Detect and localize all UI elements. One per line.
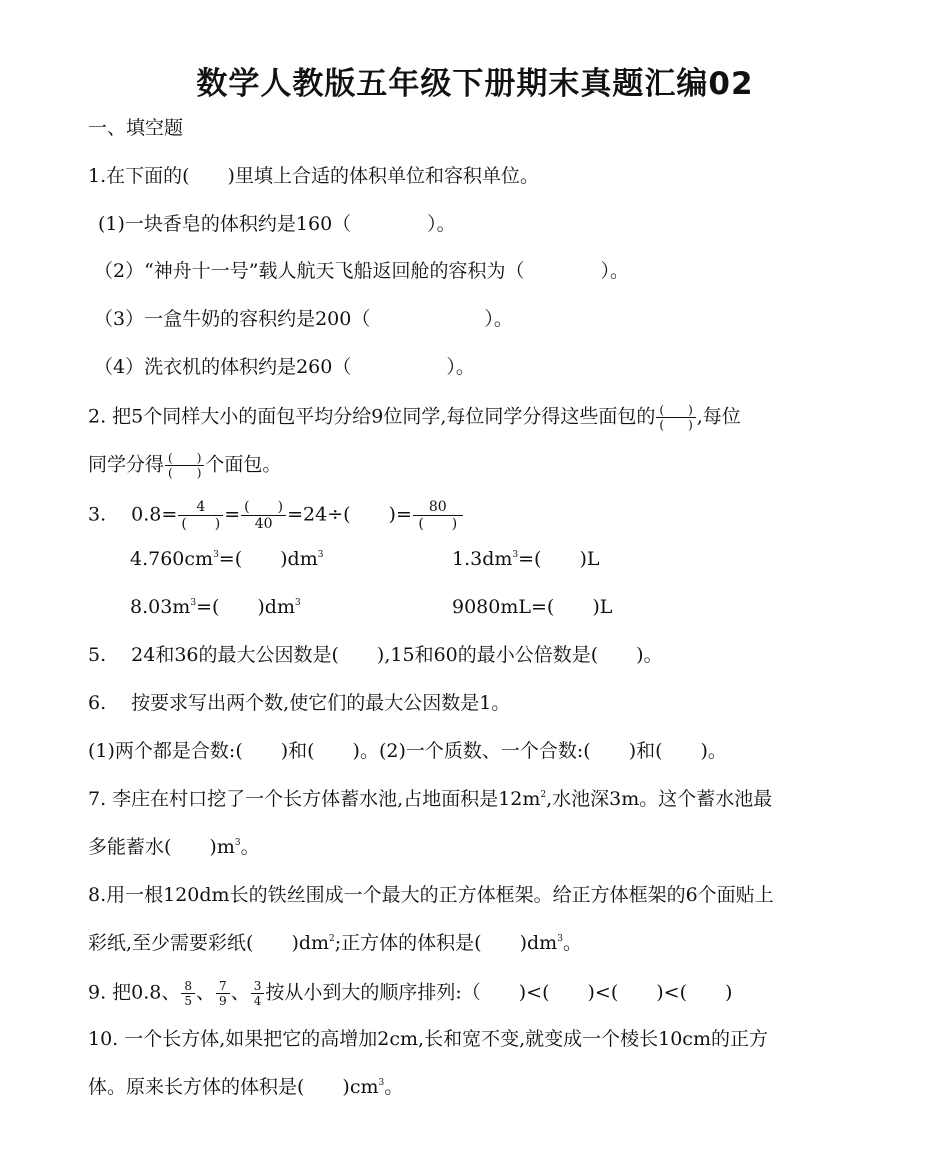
question-9-lead: 9. 把0.8、 [88,981,181,1004]
question-7-text-c: 多能蓄水( )m [88,836,235,858]
question-4-item-3-mid: =( )dm [196,596,295,618]
question-8-text-a: 彩纸,至少需要彩纸( )dm [88,932,330,954]
question-2-text: 2. 把5个同样大小的面包平均分给9位同学,每位同学分得这些面包的 [88,405,656,428]
question-2-line-2 [88,451,281,480]
superscript: 3 [295,598,301,608]
question-3 [88,499,464,532]
fraction-numerator: 7 [216,979,230,994]
question-4-item-2-mid: =( )L [518,548,600,570]
fraction-numerator: ( ) [165,451,204,466]
superscript: 3 [213,550,219,560]
fraction-numerator: ( ) [241,499,286,516]
question-7-line-2 [88,835,260,859]
fraction-numerator: 8 [181,979,195,994]
question-1-part-1: (1)一块香皂的体积约是160（ ）。 [98,213,456,235]
superscript: 3 [512,550,519,560]
fraction-denominator: 5 [184,994,193,1008]
question-3-equals: = [224,503,241,526]
question-10-text-b: 。 [384,1076,404,1098]
question-3-fraction-3 [413,499,463,532]
superscript: 2 [540,790,547,800]
question-4-item-1-pre: 4.760cm [130,548,214,570]
question-2-fraction-blank [656,403,695,432]
question-4-item-1-mid: =( )dm [218,548,318,570]
question-2-text-3: 同学分得 [88,453,165,476]
question-2-text-tail: ,每位 [696,405,741,428]
question-8-line-1: 8.用一根120dm长的铁丝围成一个最大的正方体框架。给正方体框架的6个面贴上 [88,884,774,906]
fraction-numerator: ( ) [656,403,695,418]
question-4-item-4: 9080mL=( )L [452,596,613,618]
question-1-stem: 1.在下面的( )里填上合适的体积单位和容积单位。 [88,165,539,187]
superscript: 3 [317,550,324,560]
question-3-lead: 3. 0.8= [88,503,178,526]
separator: 、 [196,981,216,1004]
fraction-denominator: ( ) [418,516,458,532]
question-6-parts: (1)两个都是合数:( )和( )。(2)一个质数、一个合数:( )和( )。 [88,740,727,762]
question-2-fraction-blank-2 [165,451,204,480]
section-heading: 一、填空题 [88,117,184,139]
question-3-fraction-1 [178,499,223,532]
question-10-line-2 [88,1075,403,1099]
fraction-denominator: ( ) [168,466,202,480]
question-3-middle: =24÷( )= [287,503,412,526]
superscript: 3 [557,934,563,944]
separator: 、 [230,981,250,1004]
question-1-part-4: （4）洗衣机的体积约是260（ ）。 [94,356,475,378]
question-8-text-c: 。 [562,932,582,954]
question-8-line-2 [88,931,582,955]
question-1-part-2: （2）“神舟十一号”载人航天飞船返回舱的容积为（ ）。 [94,260,630,282]
superscript: 2 [329,934,335,944]
fraction-denominator: 9 [219,994,227,1008]
fraction-denominator: 4 [253,994,262,1008]
page-title: 数学人教版五年级下册期末真题汇编02 [196,66,754,102]
fraction-numerator: 80 [413,499,463,516]
question-4-item-2-pre: 1.3dm [452,548,513,570]
question-9-tail: 按从小到大的顺序排列:（ )<( )<( )<( ) [265,981,733,1004]
fraction-denominator: ( ) [181,516,221,532]
fraction-denominator: 40 [254,516,273,532]
question-4-item-2 [452,547,600,571]
question-5: 5. 24和36的最大公因数是( ),15和60的最小公倍数是( )。 [88,644,663,666]
question-7-line-1 [88,787,772,811]
question-8-text-b: ;正方体的体积是( )dm [334,932,558,954]
question-6-stem: 6. 按要求写出两个数,使它们的最大公因数是1。 [88,692,511,714]
question-4-item-3-pre: 8.03m [130,596,191,618]
fraction-numerator: 4 [178,499,223,516]
question-9-fraction-3 [251,979,265,1008]
question-9 [88,979,732,1008]
question-3-fraction-2 [241,499,286,532]
question-10-line-1: 10. 一个长方体,如果把它的高增加2cm,长和宽不变,就变成一个棱长10cm的正方 [88,1028,768,1050]
fraction-denominator: ( ) [659,418,693,432]
question-9-fraction-1 [181,979,195,1008]
superscript: 3 [234,838,241,848]
question-10-text-a: 体。原来长方体的体积是( )cm [88,1076,379,1098]
superscript: 3 [190,598,197,608]
question-4-item-1 [130,547,323,571]
question-7-text-b: ,水池深3m。这个蓄水池最 [546,788,773,810]
superscript: 3 [378,1078,385,1088]
question-7-text-d: 。 [240,836,260,858]
question-9-fraction-2 [216,979,230,1008]
question-2-line-1 [88,403,741,432]
question-1-part-3: （3）一盒牛奶的容积约是200（ ）。 [94,308,513,330]
question-4-item-3 [130,595,301,619]
fraction-numerator: 3 [251,979,265,994]
question-2-text-4: 个面包。 [205,453,282,476]
question-7-text-a: 7. 李庄在村口挖了一个长方体蓄水池,占地面积是12m [88,788,541,810]
